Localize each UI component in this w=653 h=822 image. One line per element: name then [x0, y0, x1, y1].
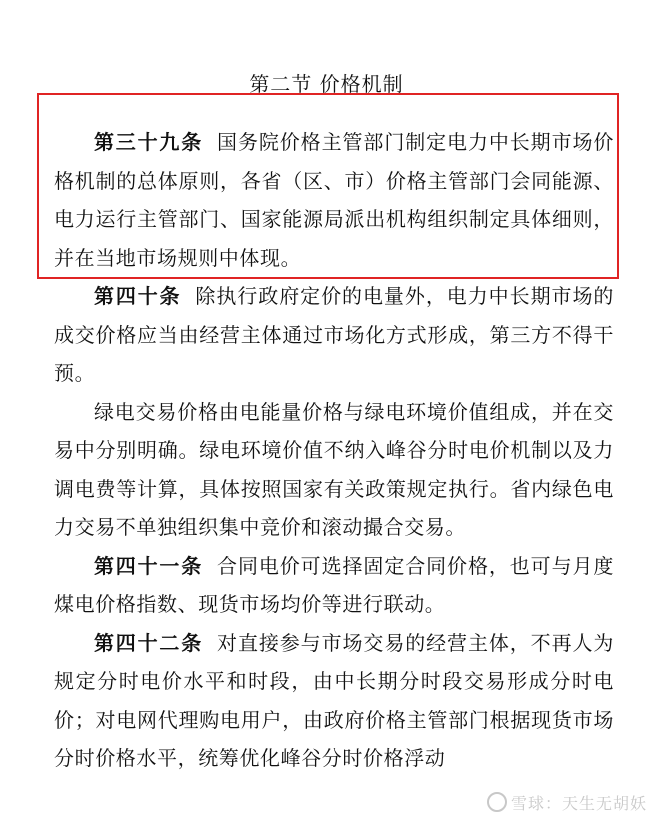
article-text: 合同电价可选择固定合同价格，也可与月度煤电价格指数、现货市场均价等进行联动。 — [54, 553, 614, 616]
snowball-logo-icon — [487, 792, 507, 812]
watermark — [487, 791, 647, 814]
article-text: 对直接参与市场交易的经营主体，不再人为规定分时电价水平和时段，由中长期分时段交易形成分时电价；对电网代理购电用户，由政府价格主管部门根据现货市场分时价格水平，统筹优化峰谷分时价格浮动 — [54, 630, 614, 770]
article-text: 国务院价格主管部门制定电力中长期市场价格机制的总体原则，各省（区、市）价格主管部门会同能源、电力运行主管部门、国家能源局派出机构组织制定具体细则，并在当地市场规则中体现。 — [54, 130, 614, 270]
article-number: 第四十二条 — [94, 630, 204, 655]
article-number: 第四十一条 — [94, 553, 204, 578]
article-39 — [54, 123, 614, 277]
article-text: 除执行政府定价的电量外，电力中长期市场的成交价格应当由经营主体通过市场化方式形成，第三方不得干预。 — [54, 284, 615, 385]
article-41 — [54, 547, 614, 624]
article-42 — [54, 624, 614, 778]
document-body — [54, 123, 614, 778]
article-40-paragraph-2 — [54, 393, 614, 547]
watermark-text: 雪球：天生无胡妖 — [510, 794, 647, 813]
section-title: 第二节 价格机制 — [249, 72, 404, 96]
paragraph-text: 绿电交易价格由电能量价格与绿电环境价值组成，并在交易中分别明确。绿电环境价值不纳入峰谷分时电价机制以及力调电费等计算，具体按照国家有关政策规定执行。省内绿色电力交易不单独组织集中竞价和滚动撮合交易。 — [54, 399, 614, 539]
article-number: 第三十九条 — [94, 130, 204, 154]
article-number: 第四十条 — [94, 284, 182, 308]
article-40 — [54, 277, 614, 393]
